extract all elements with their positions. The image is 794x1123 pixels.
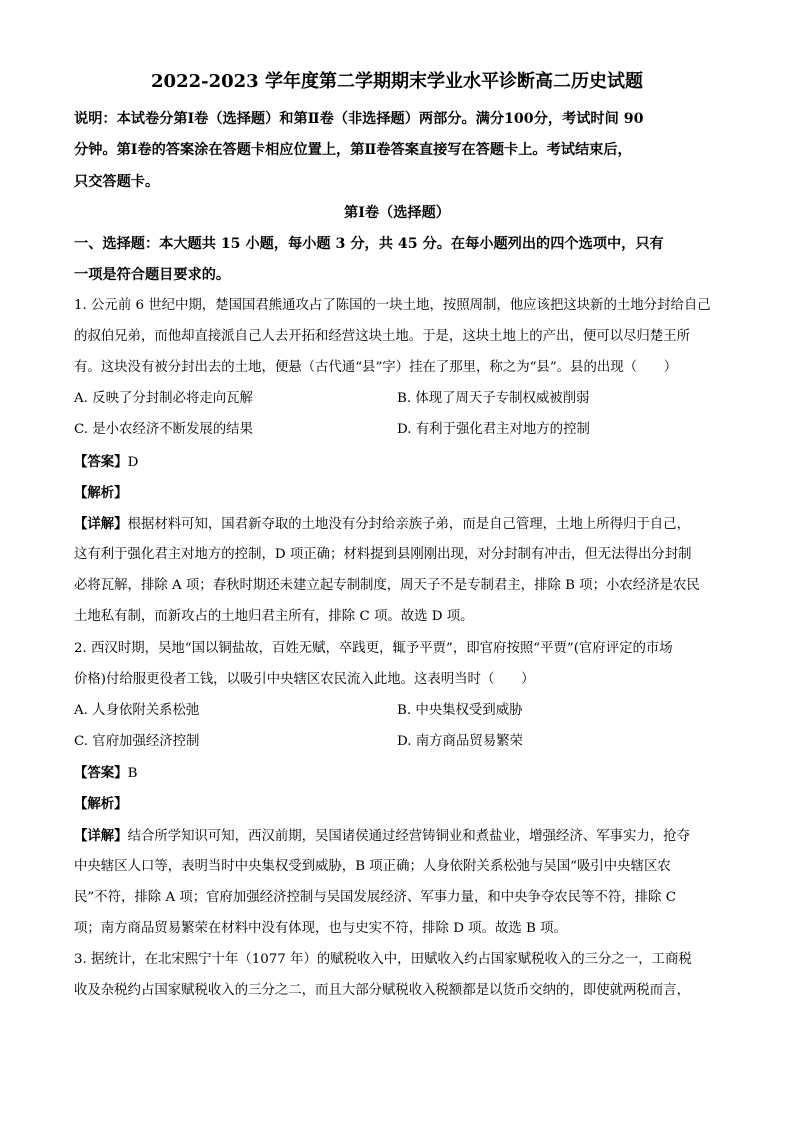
- q2-answer-tag: 【答案】: [74, 765, 128, 781]
- q1-option-c: C. 是小农经济不断发展的结果: [74, 422, 253, 437]
- q1-stem-line-3: 有。这块没有被分封出去的土地，便悬（古代通“县”字）挂在了那里，称之为“县”。县的出现（ ）: [74, 360, 678, 375]
- q1-stem-line-2: 的叔伯兄弟，而他却直接派自己人去开拓和经营这块土地。于是，这块土地上的产出，便可以尽归楚王所: [74, 329, 690, 344]
- q2-answer-line: [74, 763, 724, 784]
- q2-detail-tag: 【详解】: [74, 828, 128, 844]
- q2-option-b: B. 中央集权受到威胁: [397, 703, 523, 718]
- q2-analysis-tag: [74, 794, 724, 815]
- q2-option-c: C. 官府加强经济控制: [74, 734, 200, 749]
- instructions-line-3: 只交答题卡。: [74, 174, 160, 190]
- q1-answer-tag: 【答案】: [74, 454, 128, 470]
- q2-analysis-label: 【解析】: [74, 796, 128, 812]
- q2-detail-line-4: 项；南方商品贸易繁荣在材料中没有体现，也与史实不符，排除 D 项。故选 B 项。: [74, 921, 567, 936]
- q2-stem-line-2: 价格)付给服更役者工钱，以吸引中央辖区农民流入此地。这表明当时（ ）: [74, 672, 535, 687]
- q3-stem-line-1: 3. 据统计，在北宋熙宁十年（1077 年）的赋税收入中，田赋收入约占国家赋税收入的三分之一，工商税: [74, 952, 692, 967]
- q1-answer: D: [127, 455, 139, 470]
- section-heading-line-1: 一、选择题：本大题共 15 小题，每小题 3 分，共 45 分。在每小题列出的四个选项中，只有: [74, 236, 664, 252]
- q2-detail-line-3: 民”不符，排除 A 项；官府加强经济控制与吴国发展经济、军事力量，和中央争夺农民等不符，排除 C: [74, 890, 676, 905]
- section-heading-line-2: 一项是符合题目要求的。: [74, 267, 231, 283]
- q1-answer-line: [74, 452, 724, 473]
- q1-detail-line-3: 必将瓦解，排除 A 项；春秋时期还未建立起专制制度，周天子不是专制君主，排除 B 项；小农经济是农民: [74, 578, 700, 593]
- q3-stem-line-2: 收及杂税约占国家赋税收入的三分之二，而且大部分赋税收入税额都是以货币交纳的，即使就两税而言，: [74, 983, 690, 998]
- q2-option-a: A. 人身依附关系松弛: [74, 703, 200, 718]
- q1-stem-line-1: 1. 公元前 6 世纪中期，楚国国君熊通攻占了陈国的一块土地，按照周制，他应该把这块新的土地分封给自己: [74, 298, 711, 313]
- q2-detail-line-2: 中央辖区人口等，表明当时中央集权受到威胁，B 项正确；人身依附关系松弛与吴国“吸引中央辖区农: [74, 859, 671, 874]
- q1-analysis-tag: [74, 483, 724, 504]
- page-title: 2022-2023 学年度第二学期期末学业水平诊断高二历史试题: [151, 71, 643, 92]
- q2-answer: B: [127, 766, 138, 781]
- q1-detail-tag: 【详解】: [74, 516, 128, 532]
- q1-detail-line-4: 土地私有制，而新攻占的土地归君主所有，排除 C 项。故选 D 项。: [74, 609, 474, 624]
- q1-detail-line-2: 这有利于强化君主对地方的控制，D 项正确；材料提到县刚刚出现，对分封制有冲击，但无法得出分封制: [74, 547, 692, 562]
- q1-analysis-label: 【解析】: [74, 485, 128, 501]
- q1-option-a: A. 反映了分封制必将走向瓦解: [74, 391, 253, 406]
- q1-option-b: B. 体现了周天子专制权威被削弱: [397, 391, 590, 406]
- instructions-line-1: 说明：本试卷分第Ⅰ卷（选择题）和第Ⅱ卷（非选择题）两部分。满分100分，考试时间 90: [74, 111, 644, 127]
- q1-detail-text-1: 根据材料可知，国君新夺取的土地没有分封给亲族子弟，而是自己管理，土地上所得归于自己，: [127, 517, 690, 532]
- q1-option-d: D. 有利于强化君主对地方的控制: [397, 422, 590, 437]
- q2-option-d: D. 南方商品贸易繁荣: [397, 734, 523, 749]
- instructions-line-2: 分钟。第Ⅰ卷的答案涂在答题卡相应位置上，第Ⅱ卷答案直接写在答题卡上。考试结束后，: [74, 142, 632, 158]
- part1-heading: 第Ⅰ卷（选择题）: [344, 205, 450, 221]
- q2-detail-text-1: 结合所学知识可知，西汉前期，吴国诸侯通过经营铸铜业和煮盐业，增强经济、军事实力，抢夺: [127, 829, 690, 844]
- q1-detail-line-1: [74, 514, 724, 535]
- q2-stem-line-1: 2. 西汉时期，吴地“国以铜盐故，百姓无赋，卒践更，辄予平贾”，即官府按照“平贾”(官府评定的市场: [74, 641, 673, 656]
- q2-detail-line-1: [74, 826, 724, 847]
